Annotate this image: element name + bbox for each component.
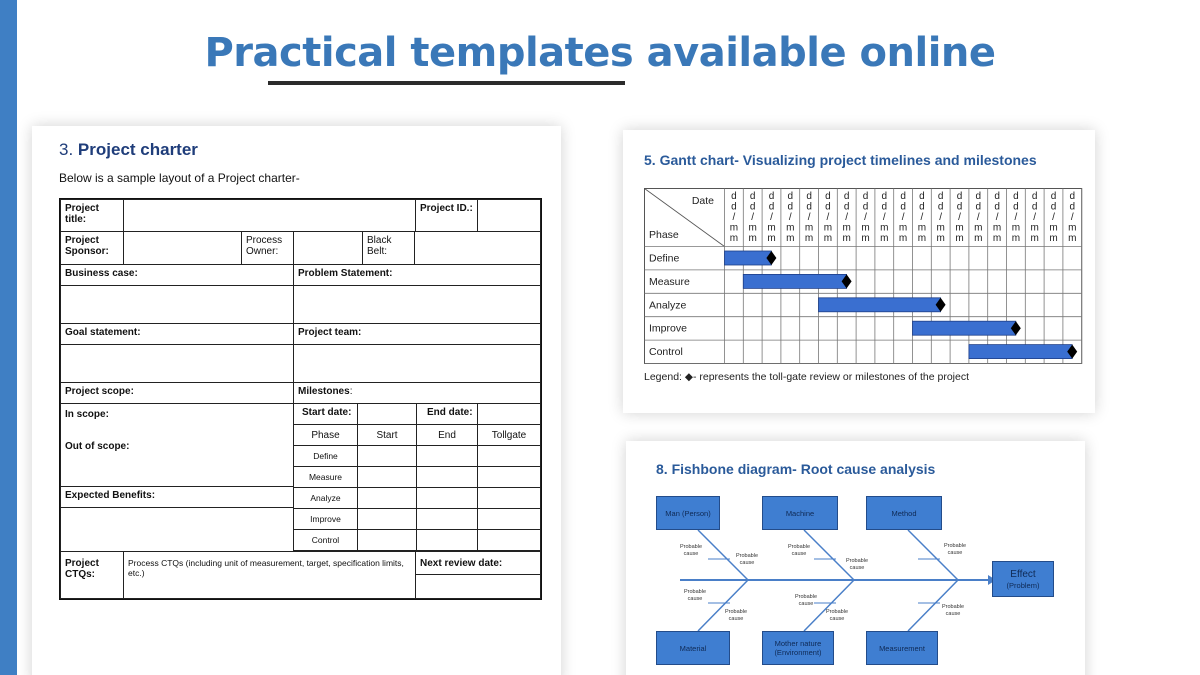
- gantt-svg: [644, 188, 1083, 365]
- gantt-date-tick: d: [919, 201, 925, 213]
- gantt-phase-control: Control: [649, 346, 683, 359]
- milestone-row-analyze-cell-3: [477, 487, 541, 509]
- gantt-date-tick: /: [751, 212, 755, 223]
- gantt-date-tick: d: [1013, 201, 1019, 213]
- gantt-date-tick: d: [1050, 191, 1057, 202]
- milestones-colon: :: [349, 386, 353, 397]
- effect-sublabel: (Problem): [1006, 580, 1040, 590]
- milestone-header-tollgate: Tollgate: [477, 424, 541, 446]
- gantt-date-tick: d: [881, 201, 888, 213]
- gantt-date-tick: d: [825, 201, 831, 213]
- gantt-date-tick: d: [768, 191, 775, 202]
- gantt-date-tick: m: [1068, 222, 1077, 234]
- gantt-date-tick: m: [1068, 233, 1077, 244]
- goal-statement-label: Goal statement:: [60, 323, 294, 345]
- probable-cause-9: Probable cause: [825, 609, 849, 622]
- gantt-date-tick: m: [842, 233, 851, 244]
- gantt-date-tick: d: [749, 191, 756, 202]
- expected-benefits-label: Expected Benefits:: [60, 486, 294, 508]
- gantt-date-tick: d: [994, 201, 1000, 213]
- gantt-date-tick: /: [1014, 212, 1018, 223]
- charter-title: Project charter: [77, 140, 198, 159]
- gantt-date-tick: m: [748, 233, 757, 244]
- gantt-date-tick: d: [731, 191, 737, 202]
- gantt-date-tick: m: [804, 233, 814, 244]
- gantt-date-tick: d: [843, 191, 850, 202]
- milestone-row-define-cell-2: [416, 445, 478, 467]
- milestone-row-improve-cell-2: [416, 508, 478, 530]
- gantt-date-tick: m: [1049, 233, 1058, 244]
- milestone-row-measure-cell-2: [416, 466, 478, 488]
- gantt-bar-improve: [913, 321, 1016, 335]
- gantt-date-tick: d: [1031, 201, 1038, 213]
- gantt-grid: [644, 188, 1083, 370]
- gantt-date-tick: m: [1049, 222, 1058, 234]
- charter-heading: [59, 140, 198, 160]
- project-sponsor-label: Project Sponsor:: [60, 231, 124, 265]
- charter-form: [59, 198, 542, 600]
- out-of-scope-label: Out of scope:: [65, 441, 130, 452]
- milestone-row-control-cell-2: [416, 529, 478, 551]
- gantt-bar-control: [969, 345, 1072, 359]
- gantt-date-tick: m: [936, 233, 945, 244]
- gantt-date-tick: m: [861, 222, 870, 234]
- next-review-date-label: Next review date:: [415, 551, 541, 575]
- project-charter-card: [32, 126, 561, 675]
- gantt-date-tick: d: [937, 191, 944, 202]
- gantt-date-tick: m: [936, 222, 945, 234]
- milestones-text: Milestones: [298, 386, 350, 397]
- gantt-date-tick: m: [786, 222, 795, 234]
- category-environment: Mother nature (Environment): [762, 631, 834, 665]
- process-owner-value: [293, 231, 363, 265]
- gantt-date-tick: d: [919, 191, 925, 202]
- gantt-date-tick: d: [956, 201, 963, 213]
- project-team-value: [293, 344, 541, 383]
- expected-benefits-value: [60, 507, 294, 552]
- probable-cause-3: Probable cause: [787, 544, 811, 557]
- next-review-date-value: [415, 574, 541, 599]
- gantt-date-tick: d: [975, 201, 982, 213]
- process-owner-label: Process Owner:: [241, 231, 294, 265]
- gantt-date-tick: /: [976, 212, 980, 223]
- milestone-row-define-cell-1: [357, 445, 417, 467]
- milestone-row-define-phase: Define: [293, 445, 358, 467]
- project-sponsor-value: [123, 231, 242, 265]
- goal-statement-value: [60, 344, 294, 383]
- milestone-row-improve-cell-3: [477, 508, 541, 530]
- gantt-date-tick: /: [901, 212, 905, 223]
- category-material: Material: [656, 631, 730, 665]
- gantt-date-tick: m: [823, 222, 833, 234]
- gantt-phase-improve: Improve: [649, 322, 687, 335]
- gantt-date-tick: d: [787, 201, 794, 213]
- gantt-chart-card: [623, 130, 1095, 413]
- gantt-date-tick: /: [920, 212, 924, 223]
- milestone-row-control-cell-3: [477, 529, 541, 551]
- fishbone-card: [626, 441, 1085, 675]
- gantt-date-tick: d: [900, 191, 906, 202]
- gantt-date-tick: /: [770, 212, 773, 223]
- gantt-date-tick: d: [1031, 191, 1038, 202]
- gantt-title: Gantt chart- Visualizing project timelines and milestones: [659, 152, 1037, 168]
- gantt-date-tick: m: [729, 222, 739, 234]
- gantt-date-tick: d: [994, 191, 1000, 202]
- effect-box: [992, 561, 1054, 597]
- gantt-legend: Legend: ◆- represents the toll-gate review or milestones of the project: [644, 371, 969, 383]
- project-id-label: Project ID.:: [415, 199, 478, 232]
- project-ctqs-label: Project CTQs:: [60, 551, 124, 599]
- gantt-date-tick: m: [974, 233, 983, 244]
- gantt-phase-analyze: Analyze: [649, 299, 687, 312]
- gantt-bar-define: [725, 251, 772, 265]
- project-scope-label: Project scope:: [60, 382, 294, 404]
- effect-label: Effect: [1010, 568, 1036, 580]
- gantt-date-tick: /: [826, 212, 830, 223]
- milestone-row-measure-cell-3: [477, 466, 541, 488]
- gantt-date-tick: d: [806, 201, 812, 213]
- gantt-date-tick: /: [1070, 212, 1074, 223]
- gantt-date-tick: d: [862, 191, 869, 202]
- gantt-bar-measure: [743, 274, 846, 288]
- gantt-date-tick: /: [732, 212, 736, 223]
- milestone-row-measure-phase: Measure: [293, 466, 358, 488]
- gantt-date-tick: m: [880, 222, 889, 234]
- milestone-row-measure-cell-1: [357, 466, 417, 488]
- gantt-date-tick: /: [1033, 212, 1037, 223]
- gantt-phase-define: Define: [649, 252, 680, 265]
- gantt-date-tick: d: [843, 201, 850, 213]
- gantt-date-tick: m: [1011, 233, 1021, 244]
- gantt-date-tick: d: [825, 191, 831, 202]
- gantt-date-tick: m: [767, 233, 776, 244]
- milestone-header-start: Start: [357, 424, 417, 446]
- accent-side-bar: [0, 0, 17, 675]
- project-title-label: Project title:: [60, 199, 124, 232]
- gantt-date-tick: d: [749, 201, 756, 213]
- problem-statement-value: [293, 285, 541, 324]
- gantt-date-tick: d: [806, 191, 812, 202]
- gantt-date-tick: d: [1069, 191, 1076, 202]
- gantt-date-tick: m: [748, 222, 757, 234]
- gantt-date-tick: /: [864, 212, 867, 223]
- milestone-row-improve-cell-1: [357, 508, 417, 530]
- milestone-row-improve-phase: Improve: [293, 508, 358, 530]
- end-date-label: End date:: [416, 403, 478, 425]
- gantt-phase-label: Phase: [649, 229, 679, 241]
- milestone-row-control-phase: Control: [293, 529, 358, 551]
- milestone-header-end: End: [416, 424, 478, 446]
- milestone-row-analyze-cell-2: [416, 487, 478, 509]
- probable-cause-7: Probable cause: [794, 594, 818, 607]
- gantt-date-tick: d: [975, 191, 982, 202]
- gantt-date-tick: d: [900, 201, 906, 213]
- gantt-date-tick: m: [786, 233, 795, 244]
- probable-cause-10: Probable cause: [941, 604, 965, 617]
- gantt-date-tick: d: [956, 191, 963, 202]
- gantt-date-tick: d: [937, 201, 944, 213]
- category-method: Method: [866, 496, 942, 530]
- category-man: Man (Person): [656, 496, 720, 530]
- gantt-date-tick: m: [767, 222, 776, 234]
- slide-title: Practical templates available online: [204, 30, 996, 76]
- probable-cause-4: Probable cause: [845, 558, 869, 571]
- gantt-date-tick: d: [731, 201, 737, 213]
- gantt-date-tick: m: [917, 233, 927, 244]
- gantt-date-tick: /: [845, 212, 849, 223]
- gantt-bar-analyze: [819, 298, 941, 312]
- gantt-date-tick: d: [768, 201, 775, 213]
- gantt-date-tick: m: [804, 222, 814, 234]
- probable-cause-2: Probable cause: [735, 553, 759, 566]
- gantt-date-label: Date: [691, 195, 714, 207]
- in-scope-label: In scope:: [65, 409, 109, 420]
- business-case-label: Business case:: [60, 264, 294, 286]
- black-belt-label: Black Belt:: [362, 231, 415, 265]
- gantt-date-tick: /: [958, 212, 961, 223]
- end-date-value: [477, 403, 541, 425]
- milestone-row-analyze-phase: Analyze: [293, 487, 358, 509]
- gantt-date-tick: d: [881, 191, 888, 202]
- gantt-phase-measure: Measure: [649, 275, 690, 288]
- category-machine: Machine: [762, 496, 838, 530]
- gantt-date-tick: d: [862, 201, 869, 213]
- gantt-date-tick: m: [880, 233, 889, 244]
- gantt-date-tick: m: [974, 222, 983, 234]
- gantt-date-tick: m: [955, 233, 964, 244]
- start-date-label: Start date:: [293, 403, 358, 425]
- charter-subtitle: Below is a sample layout of a Project charter-: [59, 171, 300, 185]
- project-id-value: [477, 199, 541, 232]
- gantt-date-tick: m: [1030, 222, 1039, 234]
- probable-cause-5: Probable cause: [943, 543, 967, 556]
- gantt-date-tick: m: [898, 233, 908, 244]
- gantt-date-tick: /: [995, 212, 999, 223]
- milestone-row-analyze-cell-1: [357, 487, 417, 509]
- probable-cause-6: Probable cause: [683, 589, 707, 602]
- problem-statement-label: Problem Statement:: [293, 264, 541, 286]
- project-title-value: [123, 199, 416, 232]
- gantt-date-tick: m: [1011, 222, 1021, 234]
- gantt-date-tick: m: [1030, 233, 1039, 244]
- gantt-date-tick: m: [842, 222, 851, 234]
- gantt-date-tick: /: [882, 212, 886, 223]
- gantt-date-tick: m: [992, 233, 1002, 244]
- gantt-date-tick: m: [861, 233, 870, 244]
- gantt-date-tick: m: [917, 222, 927, 234]
- milestone-row-define-cell-3: [477, 445, 541, 467]
- black-belt-value: [414, 231, 541, 265]
- gantt-date-tick: m: [955, 222, 964, 234]
- start-date-value: [357, 403, 417, 425]
- fishbone-number: 8.: [656, 461, 668, 477]
- gantt-date-tick: m: [898, 222, 908, 234]
- gantt-date-tick: m: [992, 222, 1002, 234]
- milestone-row-control-cell-1: [357, 529, 417, 551]
- milestone-header-phase: Phase: [293, 424, 358, 446]
- bone-material: [698, 580, 748, 631]
- charter-number: 3.: [59, 140, 74, 159]
- project-team-label: Project team:: [293, 323, 541, 345]
- business-case-value: [60, 285, 294, 324]
- probable-cause-1: Probable cause: [679, 544, 703, 557]
- gantt-number: 5.: [644, 152, 656, 168]
- ctq-description: Process CTQs (including unit of measurement, target, specification limits, etc.): [123, 551, 416, 599]
- title-underline: [268, 81, 625, 85]
- gantt-date-tick: d: [1013, 191, 1019, 202]
- gantt-date-tick: /: [939, 212, 943, 223]
- gantt-date-tick: d: [787, 191, 794, 202]
- gantt-date-tick: /: [788, 212, 792, 223]
- gantt-date-tick: m: [823, 233, 833, 244]
- probable-cause-8: Probable cause: [724, 609, 748, 622]
- fishbone-title: Fishbone diagram- Root cause analysis: [671, 461, 936, 477]
- gantt-date-tick: d: [1069, 201, 1076, 213]
- gantt-date-tick: /: [1052, 212, 1055, 223]
- gantt-heading: [644, 152, 1037, 168]
- category-measurement: Measurement: [866, 631, 938, 665]
- milestones-label: [293, 382, 541, 404]
- gantt-date-tick: d: [1050, 201, 1057, 213]
- gantt-date-tick: m: [729, 233, 739, 244]
- gantt-date-tick: /: [807, 212, 811, 223]
